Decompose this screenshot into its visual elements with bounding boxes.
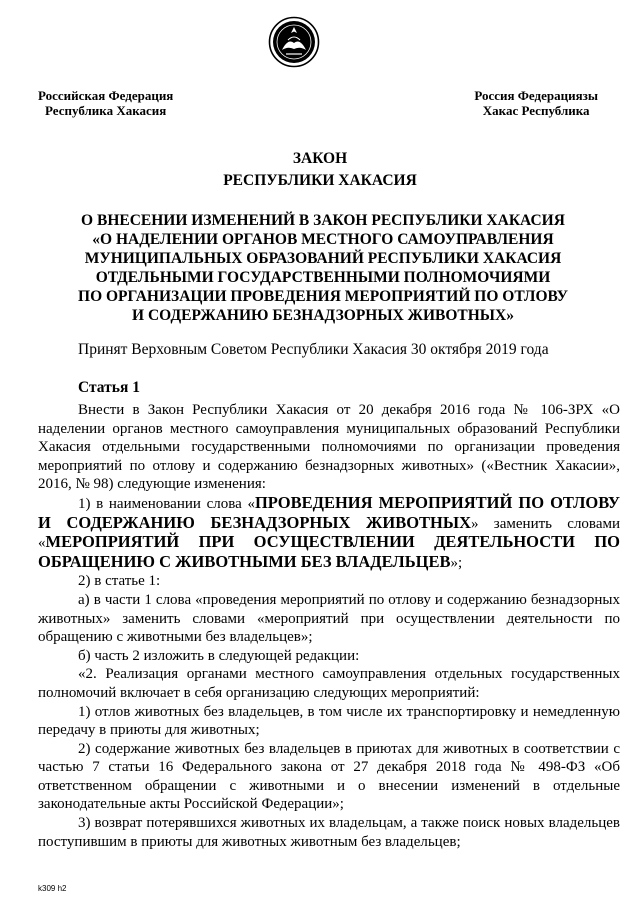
header-right-line2: Хакас Республика [482, 103, 590, 118]
item-1-text-a: 1) в наименовании слова « [78, 495, 255, 512]
law-subject-line2: «О НАДЕЛЕНИИ ОРГАНОВ МЕСТНОГО САМОУПРАВЛЕНИЯ [92, 231, 554, 248]
header-left-line2: Республика Хакасия [45, 103, 167, 118]
adoption-statement: Принят Верховным Советом Республики Хакасия 30 октября 2019 года [78, 341, 549, 358]
header-left-block [38, 88, 173, 118]
paragraph-subitem-b: б) часть 2 изложить в следующей редакции: [78, 647, 360, 664]
law-subject-line4: ОТДЕЛЬНЫМИ ГОСУДАРСТВЕННЫМИ ПОЛНОМОЧИЯМИ [95, 269, 551, 286]
paragraph-measure-2: 2) содержание животных без владельцев в приютах для животных в соответствии с частью 7 статьи 16 Федерального закона от 27 декабря 2018 года № 498-ФЗ «Об ответственном обращении с животными и о внесении изменений в отдельные законодательные акты Российской Федерации»; [38, 740, 620, 813]
law-subject [40, 211, 606, 325]
paragraph-measure-3: 3) возврат потерявшихся животных их владельцам, а также поиск новых владельцев поступившим в приюты для животных животным без владельцев; [38, 815, 620, 850]
article-body [38, 401, 620, 851]
item-1-old-title: ПРОВЕДЕНИЯ МЕРОПРИЯТИЙ ПО ОТЛОВУ И СОДЕРЖАНИЮ БЕЗНАДЗОРНЫХ ЖИВОТНЫХ [38, 492, 621, 532]
footer-code: k309 h2 [38, 884, 67, 893]
paragraph-subitem-a: а) в части 1 слова «проведения мероприятий по отлову и содержанию безнадзорных животных» заменить словами «мероприятий при осуществлении деятельности по обращению с животными без владельцев»; [38, 591, 620, 646]
item-1-text-c: » заменить словами « [38, 515, 620, 552]
article-heading: Статья 1 [78, 379, 140, 396]
law-subject-line5: ПО ОРГАНИЗАЦИИ ПРОВЕДЕНИЯ МЕРОПРИЯТИЙ ПО ОТЛОВУ [78, 288, 568, 305]
paragraph-item-1 [38, 494, 620, 572]
law-subject-line6: И СОДЕРЖАНИЮ БЕЗНАДЗОРНЫХ ЖИВОТНЫХ» [132, 307, 514, 324]
law-subject-line1: О ВНЕСЕНИИ ИЗМЕНЕНИЙ В ЗАКОН РЕСПУБЛИКИ ХАКАСИЯ [81, 212, 565, 229]
paragraph-measure-1: 1) отлов животных без владельцев, в том числе их транспортировку и немедленную передачу в приюты для животных; [38, 703, 620, 739]
coat-of-arms-emblem [268, 16, 320, 68]
header-right-block [474, 88, 598, 118]
paragraph-item-2: 2) в статье 1: [78, 573, 161, 590]
law-title [0, 148, 640, 192]
item-1-new-title: МЕРОПРИЯТИЙ ПРИ ОСУЩЕСТВЛЕНИИ ДЕЯТЕЛЬНОСТИ ПО ОБРАЩЕНИЮ С ЖИВОТНЫМИ БЕЗ ВЛАДЕЛЬЦЕВ [38, 532, 620, 571]
law-title-line2: РЕСПУБЛИКИ ХАКАСИЯ [223, 172, 417, 189]
law-subject-line3: МУНИЦИПАЛЬНЫХ ОБРАЗОВАНИЙ РЕСПУБЛИКИ ХАКАСИЯ [84, 250, 562, 267]
paragraph-intro: Внести в Закон Республики Хакасия от 20 декабря 2016 года № 106-ЗРХ «О наделении органов местного самоуправления муниципальных образований Республики Хакасия отдельными государственными полномочиями по организации проведения мероприятий по отлову и содержанию безнадзорных животных» («Вестник Хакасии», 2016, № 98) следующие изменения: [38, 402, 620, 493]
item-1-text-e: »; [450, 554, 463, 571]
header-left-line1: Российская Федерация [38, 88, 174, 103]
header-right-line1: Россия Федерациязы [474, 88, 598, 103]
law-title-line1: ЗАКОН [292, 150, 348, 167]
paragraph-part-2: «2. Реализация органами местного самоуправления отдельных государственных полномочий включает в себя организацию следующих мероприятий: [38, 666, 620, 701]
